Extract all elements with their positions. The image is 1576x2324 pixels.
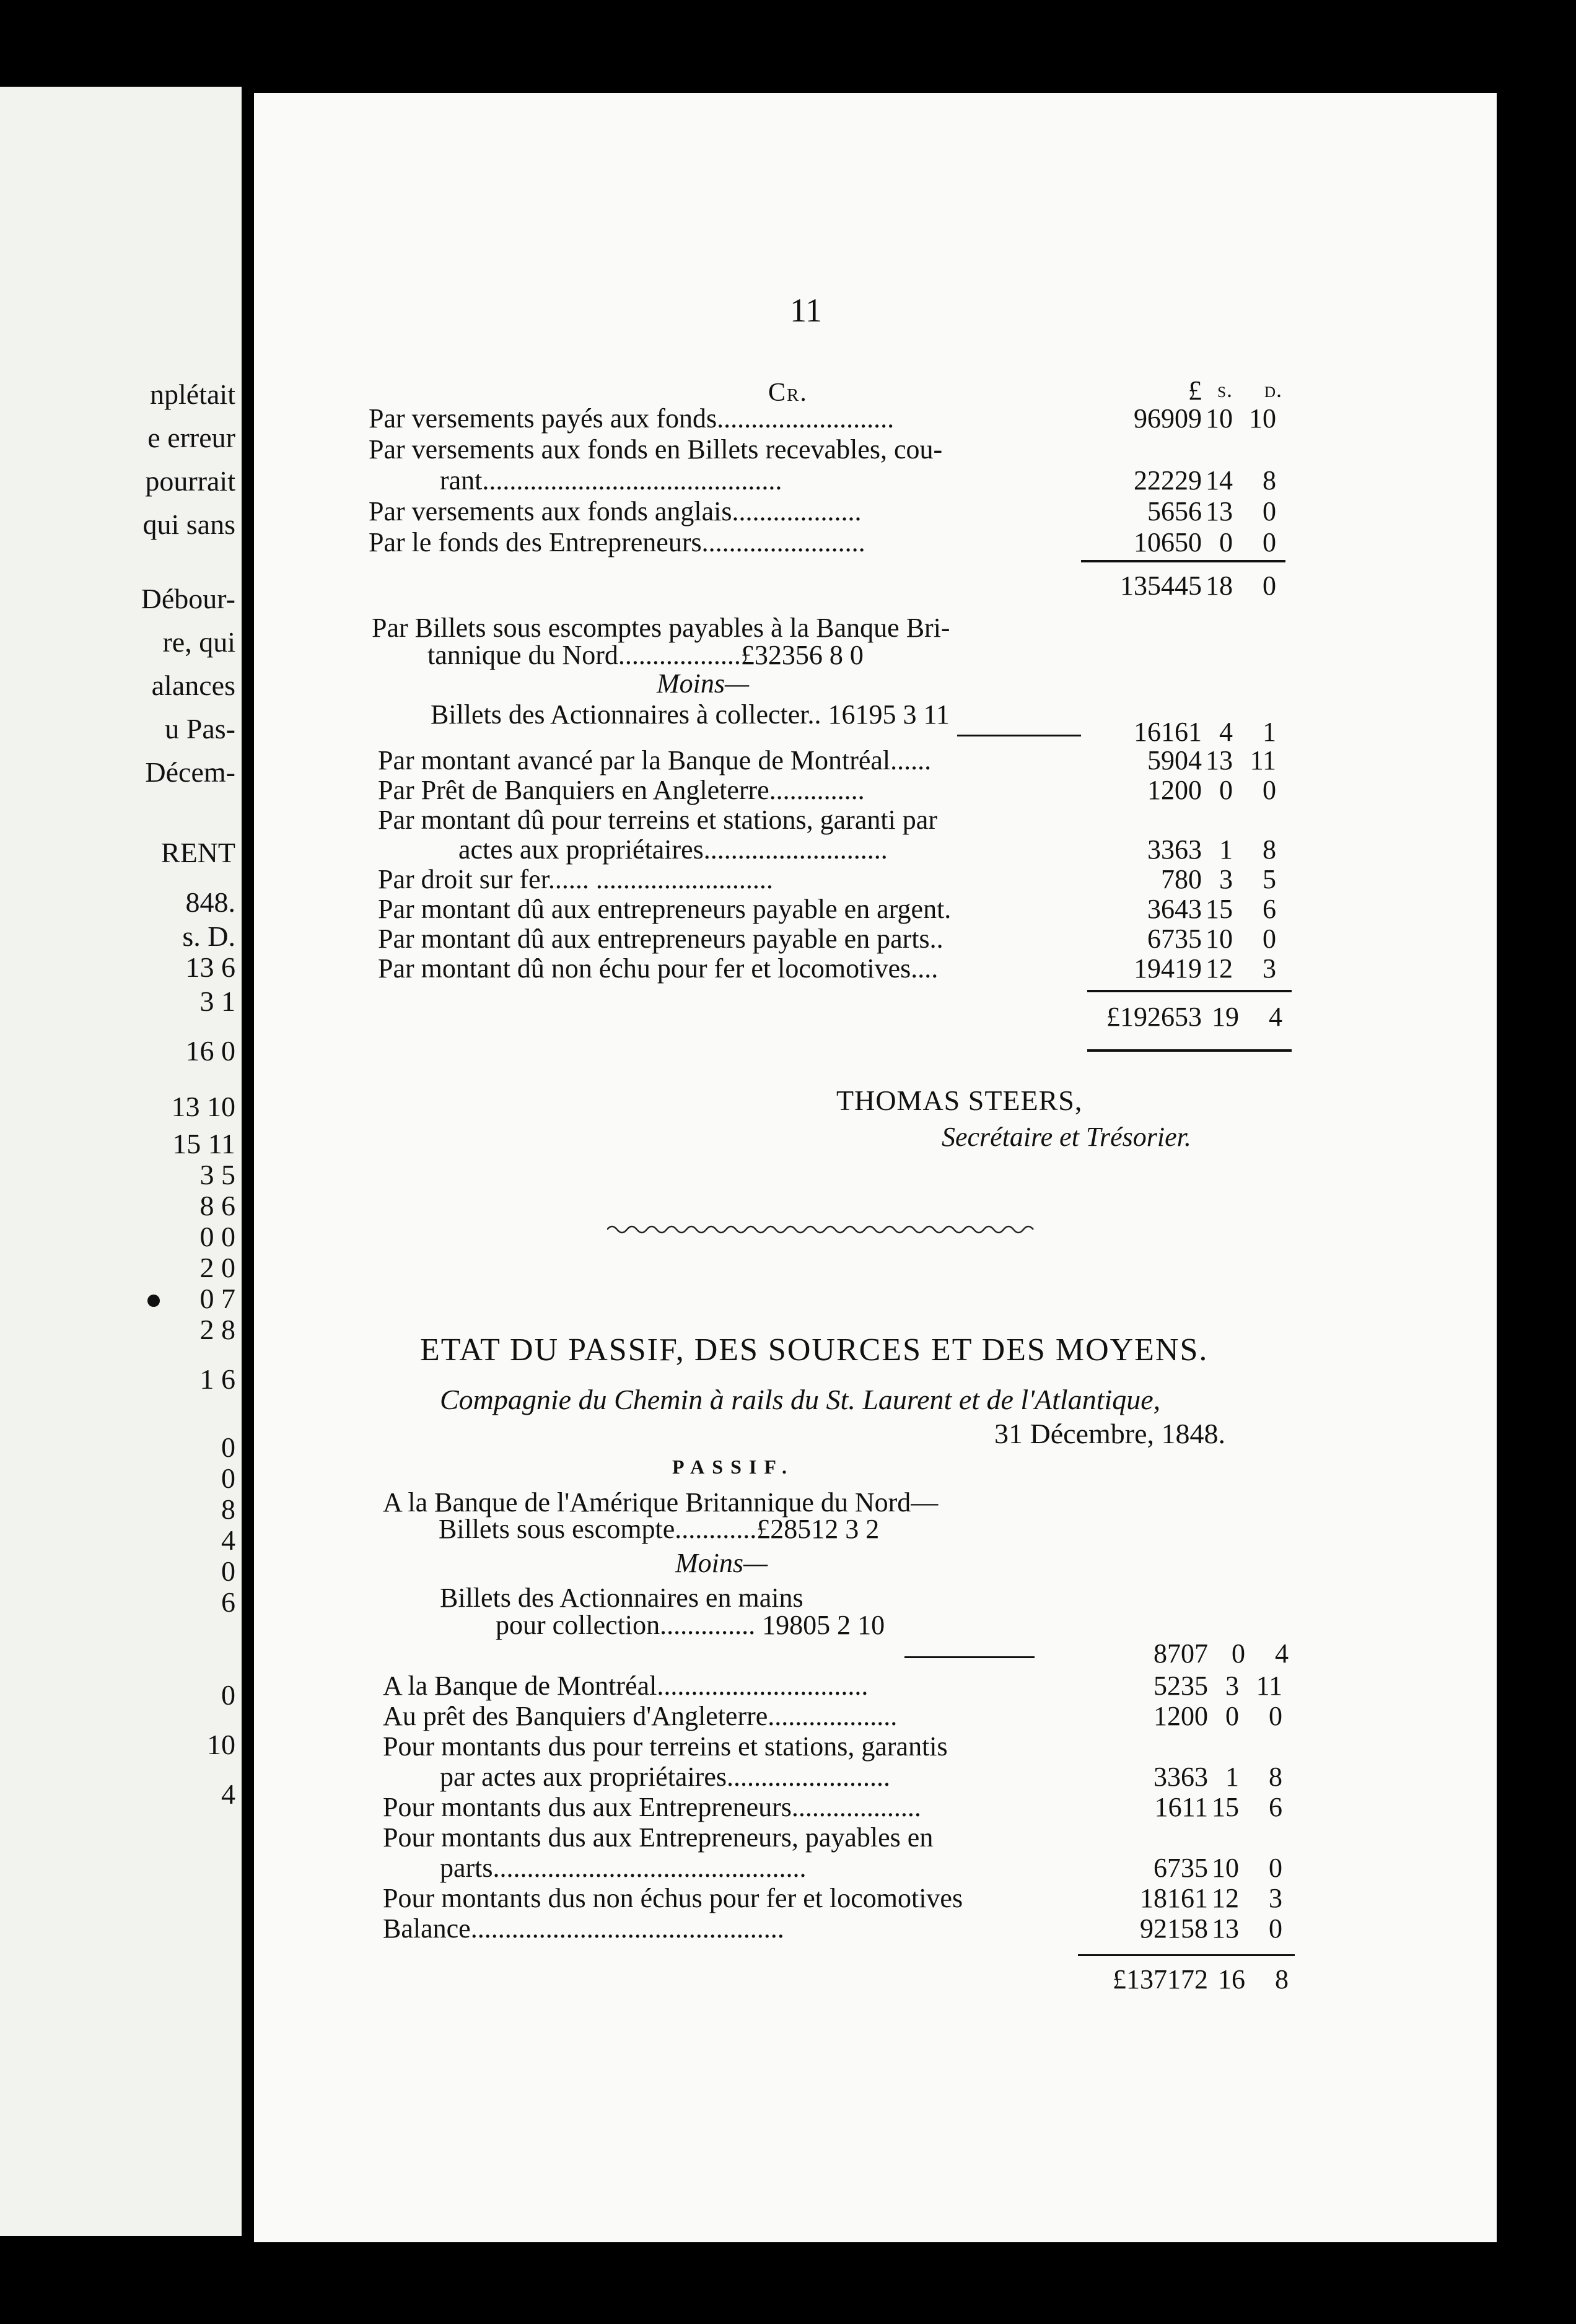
cr-row-label: Par Prêt de Banquiers en Angleterre.............. — [378, 775, 865, 805]
cr-row-pence: 6 — [1263, 894, 1276, 924]
etat-row-pounds: 6735 — [1154, 1853, 1208, 1883]
billets-result-pounds: 16161 — [1134, 717, 1202, 747]
etat-actionnaires-line-1: Billets des Actionnaires en mains — [440, 1583, 803, 1613]
cr-row-label: Par montant avancé par la Banque de Montréal...... — [378, 745, 932, 775]
etat-row-shillings: 13 — [1212, 1913, 1239, 1944]
left-page-text-fragment: 4 — [221, 1524, 235, 1556]
cr-row-pence: 0 — [1263, 496, 1276, 526]
etat-row-shillings: 12 — [1212, 1883, 1239, 1913]
cr-row-shillings: 12 — [1206, 953, 1233, 984]
etat-row-pounds: 92158 — [1140, 1913, 1208, 1944]
left-page-text-fragment: 2 8 — [199, 1314, 235, 1345]
left-page-text-fragment: 0 — [221, 1462, 235, 1494]
subtotal-pence: 0 — [1263, 570, 1276, 601]
etat-billets-rule — [904, 1656, 1035, 1658]
etat-row-pounds: 1200 — [1154, 1701, 1208, 1731]
left-page-text-fragment: 4 — [221, 1778, 235, 1810]
cr-row-pence: 3 — [1263, 953, 1276, 984]
left-page-text-fragment: re, qui — [162, 626, 235, 658]
left-page-text-fragment: 848. — [185, 886, 235, 918]
subtotal-rule — [1081, 560, 1285, 562]
etat-subtitle: Compagnie du Chemin à rails du St. Laurent et de l'Atlantique, — [440, 1384, 1161, 1415]
cr-row-pounds: 3643 — [1147, 894, 1202, 924]
etat-row-pence: 3 — [1269, 1883, 1282, 1913]
etat-total-rule — [1078, 1954, 1295, 1956]
etat-banque-result-pence: 4 — [1275, 1638, 1289, 1669]
signature-name: THOMAS STEERS, — [836, 1085, 1083, 1116]
etat-total-pounds: £137172 — [1113, 1964, 1208, 1994]
etat-row-pounds: 18161 — [1140, 1883, 1208, 1913]
etat-row-pounds: 5235 — [1154, 1671, 1208, 1701]
cr-row-label: Par montant dû pour terreins et stations, garanti par — [378, 805, 937, 835]
etat-total-pence: 8 — [1275, 1964, 1289, 1994]
billets-line-2: tannique du Nord..................£32356 8 0 — [427, 640, 864, 670]
billets-rule — [957, 735, 1081, 736]
gutter-dot — [147, 1295, 160, 1307]
billets-line-1: Par Billets sous escomptes payables à la Banque Bri- — [372, 613, 950, 643]
cr-row-pence: 0 — [1263, 775, 1276, 805]
moins-label: Moins— — [657, 668, 750, 699]
cr-row-pence: 10 — [1249, 403, 1276, 434]
cr-row-pounds: 3363 — [1147, 834, 1202, 865]
etat-actionnaires-line-2: pour collection.............. 19805 2 10 — [496, 1610, 885, 1640]
left-page-text-fragment: 0 0 — [199, 1221, 235, 1252]
subtotal-pounds: 135445 — [1120, 570, 1202, 601]
left-page-text-fragment: e erreur — [147, 422, 235, 453]
right-page — [254, 93, 1497, 2242]
left-page-text-fragment: pourrait — [145, 465, 235, 497]
etat-row-label: Au prêt des Banquiers d'Angleterre................... — [383, 1701, 898, 1731]
etat-moins-label: Moins— — [675, 1548, 768, 1578]
etat-banque-result-shillings: 0 — [1232, 1638, 1245, 1669]
cr-row-pounds: 6735 — [1147, 924, 1202, 954]
etat-banque-line-1: A la Banque de l'Amérique Britannique du Nord— — [383, 1487, 939, 1518]
left-page-text-fragment: 8 — [221, 1493, 235, 1525]
cr-row-pounds: 780 — [1161, 864, 1202, 894]
left-page-text-fragment: 3 5 — [199, 1159, 235, 1190]
etat-row-pence: 0 — [1269, 1701, 1282, 1731]
left-page-text-fragment: alances — [151, 670, 235, 701]
cr-row-label: Par versements aux fonds anglais................... — [369, 496, 862, 526]
left-page-text-fragment: 2 0 — [199, 1252, 235, 1283]
cr-row-pence: 11 — [1250, 745, 1276, 775]
etat-row-label: Pour montants dus aux Entrepreneurs................... — [383, 1792, 921, 1822]
cr-row-shillings: 3 — [1219, 864, 1233, 894]
left-page-text-fragment: 1 6 — [199, 1363, 235, 1395]
cr-row-shillings: 1 — [1219, 834, 1233, 865]
left-page-text-fragment: 6 — [221, 1586, 235, 1618]
etat-row-label: parts.............................................. — [440, 1853, 807, 1883]
left-page-text-fragment: 10 — [207, 1729, 235, 1760]
etat-row-label: Balance.............................................. — [383, 1913, 784, 1944]
cr-row-shillings: 15 — [1206, 894, 1233, 924]
left-page-text-fragment: 15 11 — [172, 1128, 235, 1160]
cr-row-label: Par versements aux fonds en Billets recevables, cou- — [369, 434, 943, 465]
etat-row-pounds: 1611 — [1154, 1792, 1208, 1822]
cr-row-pounds: 22229 — [1134, 465, 1202, 496]
cr-row-shillings: 10 — [1206, 924, 1233, 954]
cr-row-label: Par montant dû aux entrepreneurs payable en parts.. — [378, 924, 943, 954]
left-page-text-fragment: 0 — [221, 1431, 235, 1463]
col-s-header: s. — [1217, 377, 1233, 402]
etat-row-shillings: 15 — [1212, 1792, 1239, 1822]
cr-row-pounds: 19419 — [1134, 953, 1202, 984]
wavy-divider — [607, 1220, 1035, 1239]
left-page-text-fragment: RENT — [160, 837, 235, 868]
left-page-text-fragment: s. D. — [182, 920, 235, 952]
cr-total-shillings: 19 — [1212, 1002, 1239, 1032]
cr-row-label: Par montant dû non échu pour fer et locomotives.... — [378, 953, 939, 984]
left-page-text-fragment: 0 7 — [199, 1283, 235, 1314]
etat-row-shillings: 3 — [1225, 1671, 1239, 1701]
left-page-text-fragment: u Pas- — [165, 713, 235, 745]
left-page-text-fragment: nplétait — [150, 378, 235, 410]
left-page-text-fragment: 0 — [221, 1679, 235, 1711]
cr-row-label: Par montant dû aux entrepreneurs payable en argent. — [378, 894, 952, 924]
etat-row-shillings: 10 — [1212, 1853, 1239, 1883]
cr-row-label: Par droit sur fer...... .......................... — [378, 864, 773, 894]
cr-row-pounds: 5904 — [1147, 745, 1202, 775]
cr-row-shillings: 10 — [1206, 403, 1233, 434]
subtotal-shillings: 18 — [1206, 570, 1233, 601]
etat-row-pence: 6 — [1269, 1792, 1282, 1822]
etat-title: ETAT DU PASSIF, DES SOURCES ET DES MOYENS. — [420, 1332, 1209, 1368]
passif-heading: PASSIF. — [672, 1456, 794, 1478]
cr-row-shillings: 13 — [1206, 745, 1233, 775]
col-d-header: d. — [1264, 377, 1282, 402]
cr-row-shillings: 0 — [1219, 527, 1233, 557]
etat-row-shillings: 0 — [1225, 1701, 1239, 1731]
etat-total-shillings: 16 — [1218, 1964, 1245, 1994]
cr-row-pounds: 10650 — [1134, 527, 1202, 557]
cr-total-pence: 4 — [1269, 1002, 1282, 1032]
cr-row-label: actes aux propriétaires........................... — [458, 834, 888, 865]
cr-row-shillings: 14 — [1206, 465, 1233, 496]
left-page-text-fragment: 16 0 — [185, 1035, 235, 1067]
left-page-text-fragment: Débour- — [141, 583, 235, 614]
billets-result-shillings: 4 — [1219, 717, 1233, 747]
etat-row-label: Pour montants dus aux Entrepreneurs, payables en — [383, 1822, 934, 1853]
signature-title: Secrétaire et Trésorier. — [942, 1122, 1191, 1152]
cr-heading: Cr. — [768, 378, 808, 407]
cr-row-pence: 8 — [1263, 465, 1276, 496]
left-page-text-fragment: qui sans — [142, 509, 235, 540]
etat-row-label: Pour montants dus non échus pour fer et locomotives — [383, 1883, 963, 1913]
cr-row-pounds: 1200 — [1147, 775, 1202, 805]
total-rule-bottom — [1087, 1049, 1292, 1052]
etat-row-pence: 0 — [1269, 1913, 1282, 1944]
cr-row-pence: 8 — [1263, 834, 1276, 865]
etat-date: 31 Décembre, 1848. — [994, 1418, 1225, 1449]
etat-row-label: A la Banque de Montréal............................... — [383, 1671, 869, 1701]
etat-row-label: Pour montants dus pour terreins et stations, garantis — [383, 1731, 948, 1762]
cr-row-pounds: 5656 — [1147, 496, 1202, 526]
etat-row-pence: 8 — [1269, 1762, 1282, 1792]
page-number: 11 — [790, 292, 822, 329]
billets-result-pence: 1 — [1263, 717, 1276, 747]
left-page-text-fragment: 3 1 — [199, 985, 235, 1017]
etat-row-pence: 11 — [1256, 1671, 1282, 1701]
col-pound-header: £ — [1188, 375, 1202, 406]
cr-row-pence: 0 — [1263, 924, 1276, 954]
left-page-fragment — [0, 87, 242, 2236]
etat-banque-line-2: Billets sous escompte............£28512 3 2 — [439, 1514, 880, 1544]
left-page-text-fragment: 0 — [221, 1555, 235, 1587]
cr-row-label: Par le fonds des Entrepreneurs........................ — [369, 527, 865, 557]
etat-row-pence: 0 — [1269, 1853, 1282, 1883]
left-page-text-fragment: 13 6 — [185, 951, 235, 983]
etat-row-shillings: 1 — [1225, 1762, 1239, 1792]
cr-row-label: rant............................................ — [440, 465, 782, 496]
cr-row-shillings: 0 — [1219, 775, 1233, 805]
etat-row-label: par actes aux propriétaires........................ — [440, 1762, 890, 1792]
left-page-text-fragment: 8 6 — [199, 1190, 235, 1221]
cr-row-label: Par versements payés aux fonds.......................... — [369, 403, 895, 434]
total-rule-top — [1087, 990, 1292, 992]
cr-total-pounds: £192653 — [1106, 1002, 1202, 1032]
etat-banque-result-pounds: 8707 — [1154, 1638, 1208, 1669]
cr-row-pounds: 96909 — [1134, 403, 1202, 434]
cr-row-shillings: 13 — [1206, 496, 1233, 526]
left-page-text-fragment: 13 10 — [171, 1091, 235, 1122]
actionnaires-line: Billets des Actionnaires à collecter.. 16195 3 11 — [431, 699, 950, 730]
cr-row-pence: 5 — [1263, 864, 1276, 894]
etat-row-pounds: 3363 — [1154, 1762, 1208, 1792]
left-page-text-fragment: Décem- — [145, 756, 235, 788]
cr-row-pence: 0 — [1263, 527, 1276, 557]
